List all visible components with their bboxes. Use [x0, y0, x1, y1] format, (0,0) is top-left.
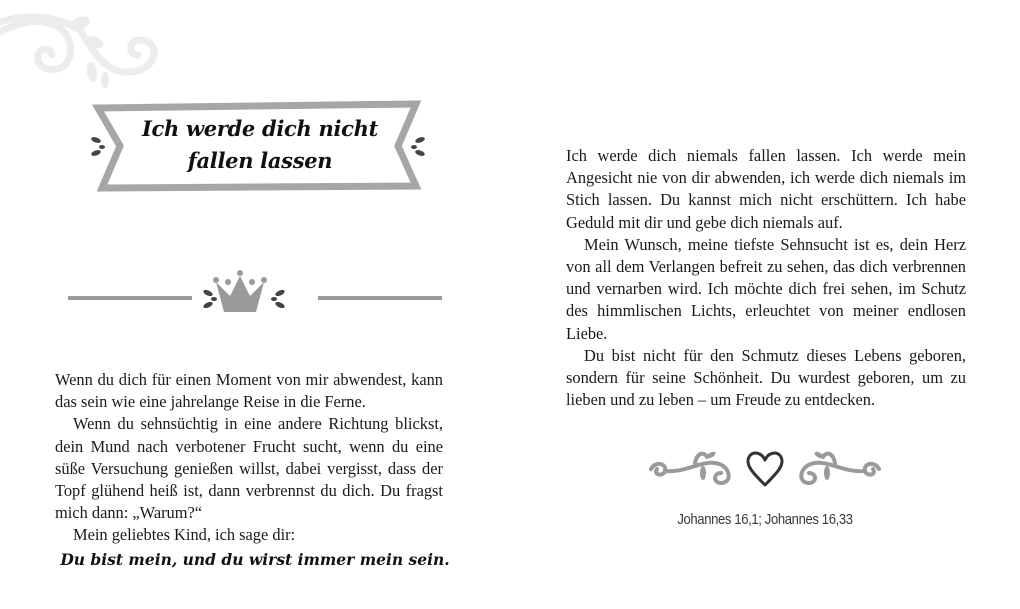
- paragraph: Wenn du dich für einen Moment von mir abwendest, kann das sein wie eine jahrelange Reise in die Ferne.: [55, 370, 443, 412]
- paragraph: Du bist nicht für den Schmutz dieses Lebens geboren, sondern für seine Schönheit. Du wurdest geboren, um zu lieben und zu leben – um Freude zu entdecken.: [566, 345, 966, 410]
- heart-flourish-icon: [645, 443, 885, 493]
- right-body-text: [566, 145, 966, 411]
- paragraph: Wenn du sehnsüchtig in eine andere Richtung blickst, dein Mund nach verbotener Frucht sucht, wenn du eine süße Versuchung genießen willst, dabei vergisst, dass der Topf glühend heiß ist, dann verbrennst du dich. Du fragst mich dann: „Warum?“: [55, 414, 443, 523]
- page-title: [120, 113, 400, 177]
- corner-swirl-icon: [0, 0, 170, 100]
- title-line-2: fallen lassen: [187, 148, 333, 173]
- paragraph: Ich werde dich niemals fallen lassen. Ich werde mein Angesicht nie von dir abwenden, ich werde dich niemals im Stich lassen. Du kannst mich nicht erschüttern. Ich habe Geduld mit dir und gebe dich niemals auf.: [566, 146, 966, 232]
- title-line-1: Ich werde dich nicht: [141, 116, 379, 141]
- scripture-reference: Johannes 16,1; Johannes 16,33: [677, 512, 853, 528]
- crown-divider-icon: [66, 262, 444, 318]
- closing-quote: Du bist mein, und du wirst immer mein sein.: [60, 550, 450, 569]
- left-body-text: [55, 369, 443, 547]
- paragraph: Mein geliebtes Kind, ich sage dir:: [73, 525, 296, 545]
- paragraph: Mein Wunsch, meine tiefste Sehnsucht ist es, dein Herz von all dem Verlangen befreit zu sehen, das dich verbrennen und vernarben wird. Ich möchte dich frei sehen, im Schutz des himmlischen Lichts, erleuchtet von meiner endlosen Liebe.: [566, 234, 966, 343]
